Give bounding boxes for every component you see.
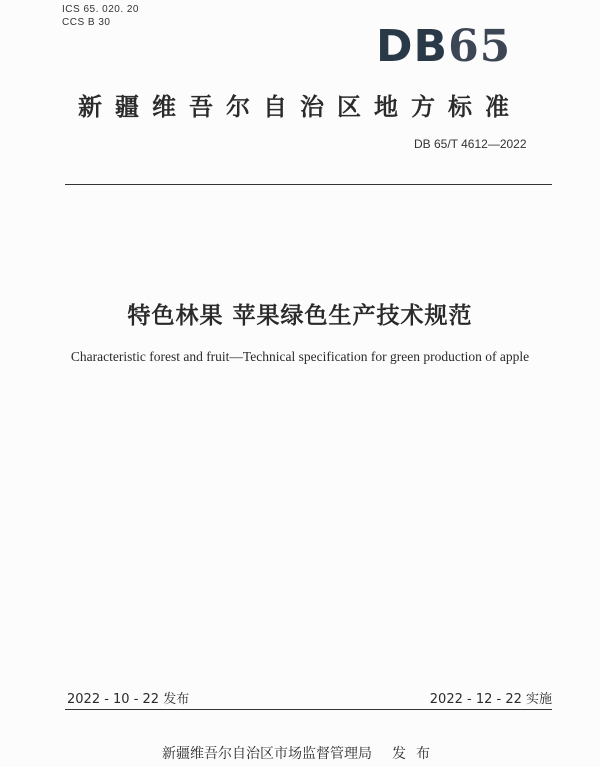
publisher-line <box>162 743 440 763</box>
document-title: 特色林果 苹果绿色生产技术规范 <box>127 303 473 329</box>
issue-date: 2022 - 10 - 22 发布 <box>67 692 190 707</box>
document-english-title: Characteristic forest and fruit—Technical specification for green production of apple <box>70 349 530 364</box>
issuer-title: 新疆维吾尔自治区地方标准 <box>78 93 522 121</box>
publisher-verb: 发布 <box>392 746 440 762</box>
db-logo-prefix: DB <box>376 21 449 72</box>
implementation-date: 2022 - 12 - 22 实施 <box>429 692 552 707</box>
bottom-divider <box>65 709 552 710</box>
top-divider <box>65 184 552 185</box>
ccs-code: CCS B 30 <box>62 17 111 28</box>
db-logo-number: 65 <box>448 21 512 72</box>
standard-number: DB 65/T 4612—2022 <box>414 137 527 151</box>
ics-code: ICS 65. 020. 20 <box>62 4 139 15</box>
publisher-name: 新疆维吾尔自治区市场监督管理局 <box>162 746 372 762</box>
db-logo <box>376 22 511 72</box>
